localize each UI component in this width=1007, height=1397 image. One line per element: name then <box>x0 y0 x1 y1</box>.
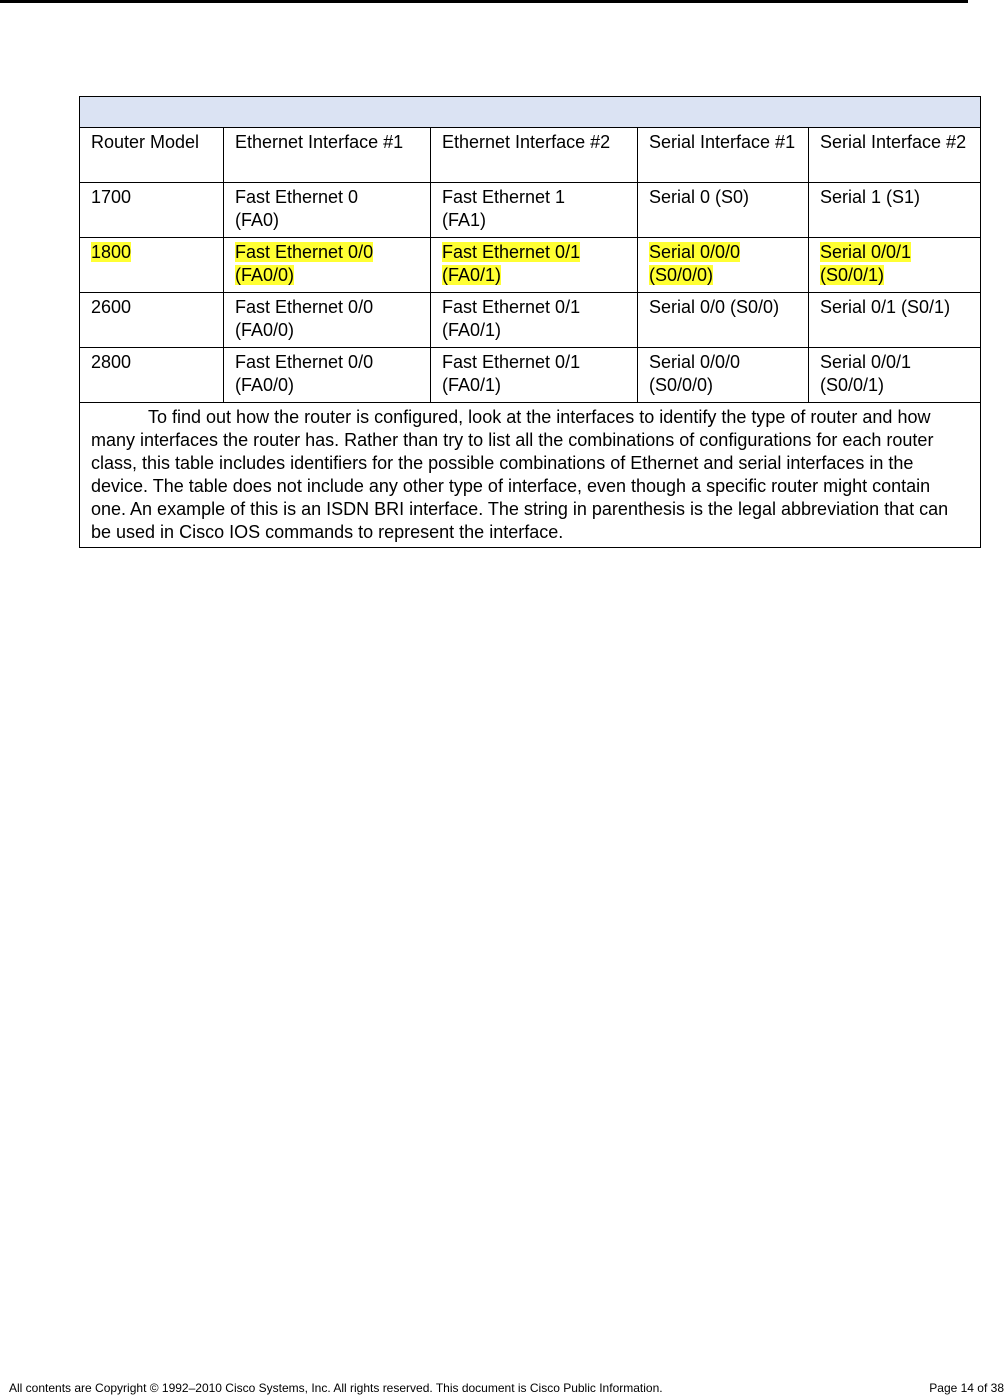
eth2-cell <box>431 348 638 403</box>
eth1-line: (FA0/0) <box>235 375 295 395</box>
eth1-cell <box>224 183 431 238</box>
eth1-cell <box>224 293 431 348</box>
router-model-cell <box>80 293 224 348</box>
eth2-line: (FA0/1) <box>442 320 502 340</box>
eth1-line: Fast Ethernet 0/0 <box>235 242 374 262</box>
eth1-line: Fast Ethernet 0/0 <box>235 297 374 317</box>
router-model-cell <box>80 238 224 293</box>
note-cell <box>80 403 981 548</box>
router-model-cell <box>80 348 224 403</box>
eth2-line: Fast Ethernet 0/1 <box>442 297 581 317</box>
ser2-cell <box>809 348 981 403</box>
eth2-cell <box>431 293 638 348</box>
header-band-cell <box>80 97 981 128</box>
router-model: 2800 <box>91 352 132 372</box>
table-row <box>80 293 981 348</box>
table-row <box>80 348 981 403</box>
copyright-text: All contents are Copyright © 1992–2010 Cisco Systems, Inc. All rights reserved. This document is Cisco Public Information. <box>9 1381 663 1395</box>
table-header-band <box>80 97 981 128</box>
column-header: Serial Interface #1 <box>638 128 809 183</box>
ser2-line: Serial 0/1 (S0/1) <box>820 297 951 317</box>
eth2-cell <box>431 238 638 293</box>
ser2-line: Serial 0/0/1 <box>820 242 912 262</box>
column-header: Ethernet Interface #1 <box>224 128 431 183</box>
router-model: 2600 <box>91 297 132 317</box>
router-interface-table <box>79 96 981 548</box>
ser1-line: (S0/0/0) <box>649 375 714 395</box>
table-body <box>80 183 981 403</box>
router-model-cell <box>80 183 224 238</box>
ser1-line: Serial 0 (S0) <box>649 187 750 207</box>
column-header: Serial Interface #2 <box>809 128 981 183</box>
ser1-line: (S0/0/0) <box>649 265 714 285</box>
ser1-cell <box>638 238 809 293</box>
column-header: Ethernet Interface #2 <box>431 128 638 183</box>
ser2-line: Serial 1 (S1) <box>820 187 921 207</box>
eth2-line: (FA0/1) <box>442 375 502 395</box>
eth1-line: (FA0/0) <box>235 265 295 285</box>
eth1-line: (FA0/0) <box>235 320 295 340</box>
router-model: 1700 <box>91 187 132 207</box>
page-number: Page 14 of 38 <box>929 1381 1004 1395</box>
eth2-line: (FA1) <box>442 210 487 230</box>
top-rule <box>0 0 968 3</box>
eth1-cell <box>224 348 431 403</box>
ser1-cell <box>638 293 809 348</box>
ser1-cell <box>638 183 809 238</box>
ser1-cell <box>638 348 809 403</box>
ser2-line: (S0/0/1) <box>820 375 885 395</box>
eth2-line: (FA0/1) <box>442 265 502 285</box>
ser1-line: Serial 0/0/0 <box>649 242 741 262</box>
eth2-cell <box>431 183 638 238</box>
ser1-line: Serial 0/0/0 <box>649 352 741 372</box>
table-note-row <box>80 403 981 548</box>
ser2-cell <box>809 183 981 238</box>
table-row <box>80 183 981 238</box>
eth1-line: Fast Ethernet 0/0 <box>235 352 374 372</box>
table-header-row <box>80 128 981 183</box>
column-header: Router Model <box>80 128 224 183</box>
eth1-line: Fast Ethernet 0 <box>235 187 359 207</box>
eth2-line: Fast Ethernet 1 <box>442 187 566 207</box>
eth2-line: Fast Ethernet 0/1 <box>442 242 581 262</box>
eth2-line: Fast Ethernet 0/1 <box>442 352 581 372</box>
router-model: 1800 <box>91 242 132 262</box>
table-row <box>80 238 981 293</box>
note-text: To find out how the router is configured, look at the interfaces to identify the type of router and how many interfaces the router has. Rather than try to list all the combinations of configurations for each router class, this table includes identifiers for the possible combinations of Ethernet and serial interfaces in the device. The table does not include any other type of interface, even though a specific router might contain one. An example of this is an ISDN BRI interface. The string in parenthesis is the legal abbreviation that can be used in Cisco IOS commands to represent the interface. <box>91 407 949 542</box>
ser2-cell <box>809 238 981 293</box>
eth1-line: (FA0) <box>235 210 280 230</box>
ser2-cell <box>809 293 981 348</box>
eth1-cell <box>224 238 431 293</box>
ser2-line: Serial 0/0/1 <box>820 352 912 372</box>
ser2-line: (S0/0/1) <box>820 265 885 285</box>
ser1-line: Serial 0/0 (S0/0) <box>649 297 780 317</box>
